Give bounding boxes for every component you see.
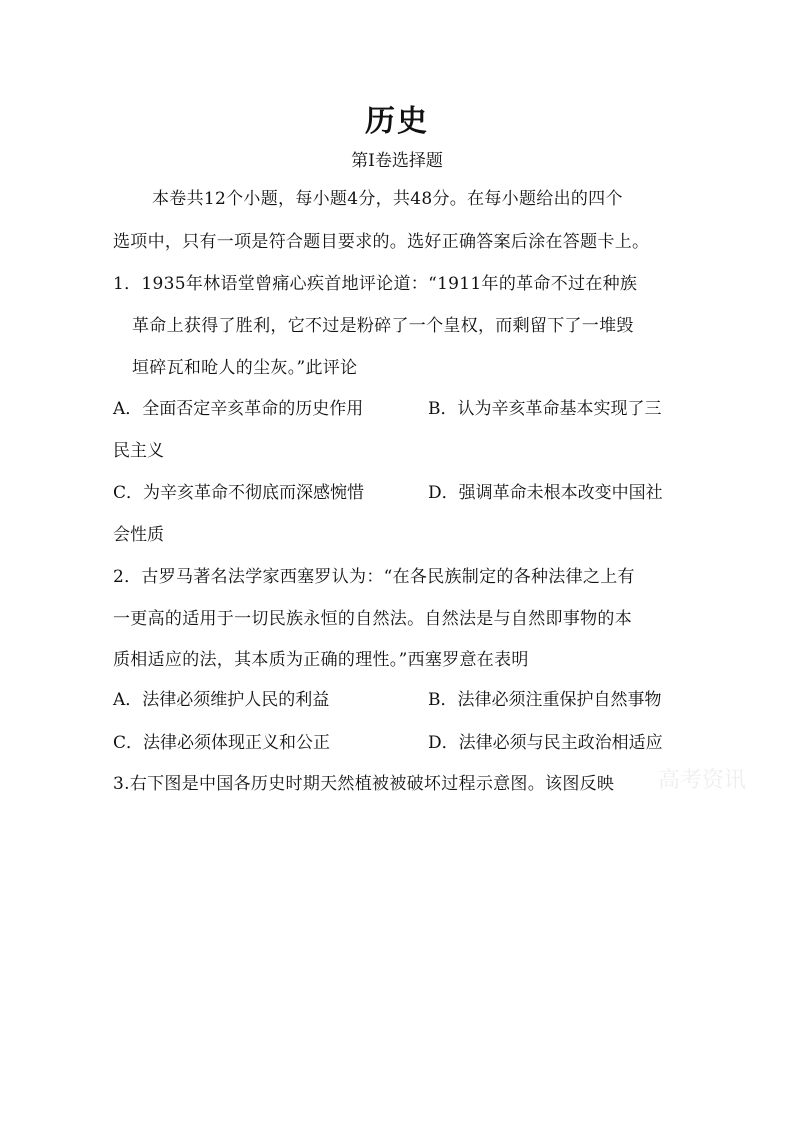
q2-option-c: C．法律必须体现正义和公正 [113, 733, 331, 753]
q2-option-d: D．法律必须与民主政治相适应 [428, 733, 663, 753]
section-heading: 第Ⅰ卷选择题 [351, 151, 443, 171]
q1-option-b: B．认为辛亥革命基本实现了三 [428, 399, 662, 419]
q3-stem-line-1: 3.右下图是中国各历史时期天然植被被破坏过程示意图。该图反映 [113, 774, 615, 794]
q1-option-b-continued: 民主义 [113, 441, 164, 461]
q1-option-c: C．为辛亥革命不彻底而深感惋惜 [113, 483, 365, 503]
q2-stem-line-2: 一更高的适用于一切民族永恒的自然法。自然法是与自然即事物的本 [113, 609, 632, 629]
q1-option-a: A．全面否定辛亥革命的历史作用 [113, 399, 364, 419]
q1-option-d-continued: 会性质 [113, 525, 164, 545]
q1-stem-line-1: 1．1935年林语堂曾痛心疾首地评论道：“1911年的革命不过在种族 [113, 274, 638, 294]
page-title: 历史 [365, 104, 429, 139]
q2-option-b: B．法律必须注重保护自然事物 [428, 690, 662, 710]
q2-option-a: A．法律必须维护人民的利益 [113, 690, 330, 710]
q2-stem-line-3: 质相适应的法，其本质为正确的理性。”西塞罗意在表明 [113, 650, 529, 670]
q2-stem-line-1: 2．古罗马著名法学家西塞罗认为：“在各民族制定的各种法律之上有 [113, 567, 635, 587]
instructions-line-1: 本卷共12个小题，每小题4分，共48分。在每小题给出的四个 [152, 189, 623, 209]
instructions-line-2: 选项中，只有一项是符合题目要求的。选好正确答案后涂在答题卡上。 [113, 232, 650, 252]
q1-stem-line-3: 垣碎瓦和呛人的尘灰。”此评论 [132, 358, 358, 378]
watermark: 高考资讯 [658, 768, 747, 793]
q1-stem-line-2: 革命上获得了胜利，它不过是粉碎了一个皇权，而剩留下了一堆毁 [132, 316, 634, 336]
q1-option-d: D．强调革命未根本改变中国社 [428, 483, 663, 503]
